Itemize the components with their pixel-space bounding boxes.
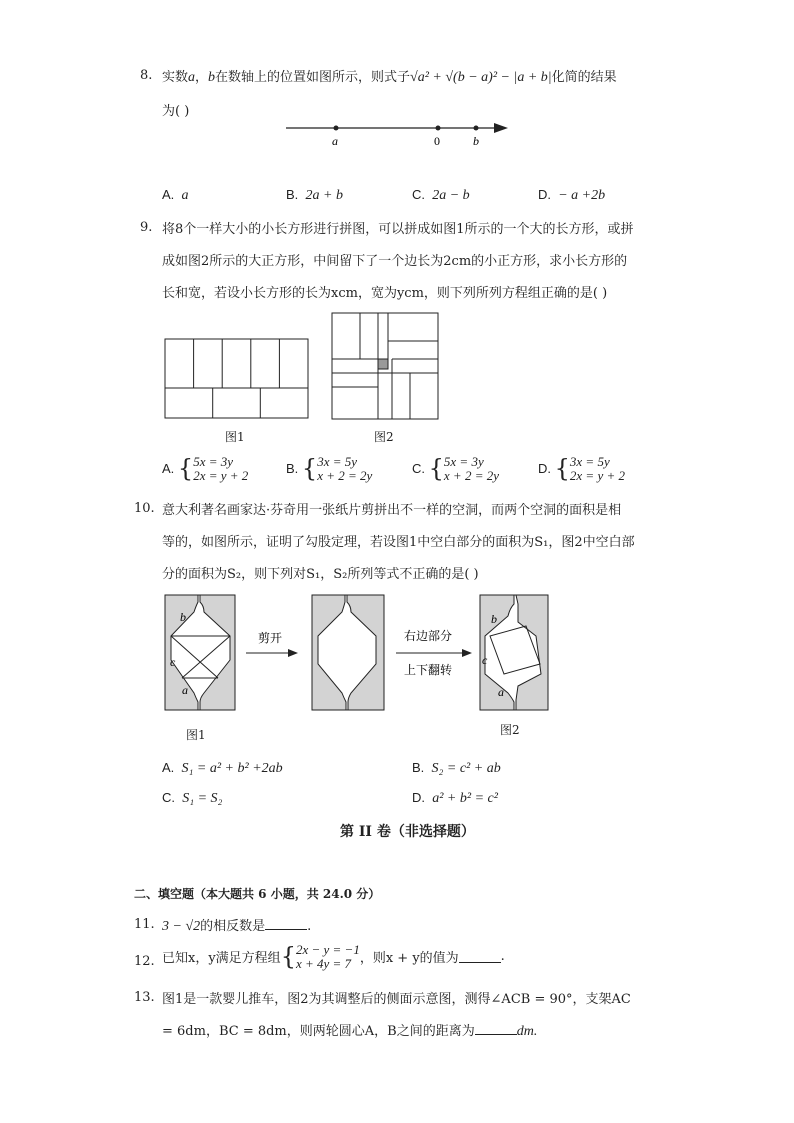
q12-eq2: x + 4y = 7 [295,955,352,971]
q13-line2-text: = 6dm，BC = 8dm，则两轮圆心A，B之间的距离为 [162,1024,475,1039]
q8-expression: √a² + √(b − a)² − |a + b| [410,70,552,85]
q10-figure-2-caption: 图2 [500,723,520,737]
q12-end: . [500,949,505,965]
q10-figure-1-caption: 图1 [186,728,206,742]
q11-text: 的相反数是 [200,919,266,934]
q8-text-c: 在数轴上的位置如图所示，则式子 [215,70,411,85]
q10-line1: 意大利著名画家达·芬奇用一张纸片剪拼出不一样的空洞，而两个空洞的面积是相 [162,503,622,518]
q10-number: 10. [134,501,155,516]
q9-option-d[interactable]: D. { 3x = 5y 2x = y + 2 [538,454,625,483]
q10-line2: 等的，如图所示，证明了勾股定理，若设图1中空白部分的面积为S₁，图2中空白部 [162,535,635,550]
q9-figure-1 [164,338,310,420]
q9-figure-2-caption: 图2 [374,430,394,444]
label-zero: 0 [434,134,440,148]
q12-eq1: 2x − y = −1 [295,942,360,957]
q13-line2-end: dm. [516,1024,538,1039]
q10-option-c[interactable]: C. S₁ = S₂ [162,790,223,806]
q8-number: 8. [140,68,153,83]
q9-line2: 成如图2所示的大正方形，中间留下了一个边长为2cm的小正方形，求小长方形的 [162,254,628,269]
number-line-arrow [494,123,508,133]
q10-option-b[interactable]: B. S₂ = c² + ab [412,760,501,776]
q9-figure-1-caption: 图1 [225,430,245,444]
q10-arrow-cut-label: 剪开 [258,631,283,645]
q8-var-b: b [208,70,216,85]
section2-title: 二、填空题（本大题共 6 小题，共 24.0 分） [134,887,381,901]
q8-var-a: a [188,70,196,85]
q8-line1 [162,66,617,86]
q8-number-line [280,115,520,155]
q12-answer-blank[interactable] [459,950,501,963]
q9-option-b[interactable]: B. { 3x = 5y x + 2 = 2y [286,454,373,483]
q10-fig2-label-b: b [491,612,497,626]
q10-fig2-label-c: c [482,653,488,667]
q10-option-a[interactable]: A. S₁ = a² + b² +2ab [162,760,283,776]
q8-text-b: ， [195,70,209,85]
q11-end: . [307,919,312,934]
center-small-square [378,359,388,369]
q10-fig1-label-b: b [180,610,186,624]
q8-option-b[interactable]: B. 2a + b [286,187,343,203]
q13-number: 13. [134,990,155,1005]
q12-text-b: ，则x + y的值为 [359,951,459,967]
q9-line3: 长和宽，若设小长方形的长为xcm，宽为ycm，则下列所列方程组正确的是( ) [162,286,608,301]
q9-option-c[interactable]: C. { 5x = 3y x + 2 = 2y [412,454,499,483]
q12-system [296,943,360,970]
q12-text-a: 已知x，y满足方程组 [162,951,281,967]
q11-answer-blank[interactable] [265,917,307,930]
q10-fig2-label-a: a [498,685,504,699]
q9-number: 9. [140,220,153,235]
q8-option-a[interactable]: A. a [162,187,189,203]
q11-expression: 3 − √2 [162,919,201,934]
q8-text-d: 化简的结果 [551,70,617,85]
q10-fig1 [165,595,235,710]
q8-option-c[interactable]: C. 2a − b [412,187,470,203]
label-a: a [332,134,338,148]
q12-number: 12. [134,954,155,969]
q8-line2: 为( ) [162,104,190,119]
point-b [474,126,479,131]
q10-arrow-flip-top: 右边部分 [404,629,453,643]
q13-answer-blank[interactable] [475,1022,517,1035]
q10-arrow-flip [396,628,472,677]
q10-fig1-label-a: a [182,683,188,697]
q9-option-a[interactable]: A. { 5x = 3y 2x = y + 2 [162,454,249,483]
q11-line [162,915,311,935]
point-a [334,126,339,131]
q13-line1: 图1是一款婴儿推车，图2为其调整后的侧面示意图，测得∠ACB = 90°，支架AC [162,992,631,1007]
label-b: b [473,134,479,148]
q10-figure [160,590,560,715]
q9-line1: 将8个一样大小的小长方形进行拼图，可以拼成如图1所示的一个大的长方形，或拼 [162,222,634,237]
point-zero [436,126,441,131]
q8-text-a: 实数 [162,70,189,85]
q10-arrow-cut [246,631,298,657]
part2-title: 第 II 卷（非选择题） [340,824,475,840]
q10-arrow-flip-bottom: 上下翻转 [404,663,453,677]
q10-fig1-label-c: c [170,655,176,669]
q10-fig-middle [312,595,384,710]
q12-line: 已知x，y满足方程组{ 2x − y = −1 x + 4y = 7 ，则x + y的值为 . [162,942,505,971]
q13-line2 [162,1020,537,1040]
q10-option-d[interactable]: D. a² + b² = c² [412,790,498,806]
q10-fig2 [480,595,548,710]
q8-option-d[interactable]: D. − a +2b [538,187,606,203]
q11-number: 11. [134,917,155,932]
q10-line3: 分的面积为S₂，则下列对S₁，S₂所列等式不正确的是( ) [162,567,479,582]
q9-figure-2 [331,312,441,422]
